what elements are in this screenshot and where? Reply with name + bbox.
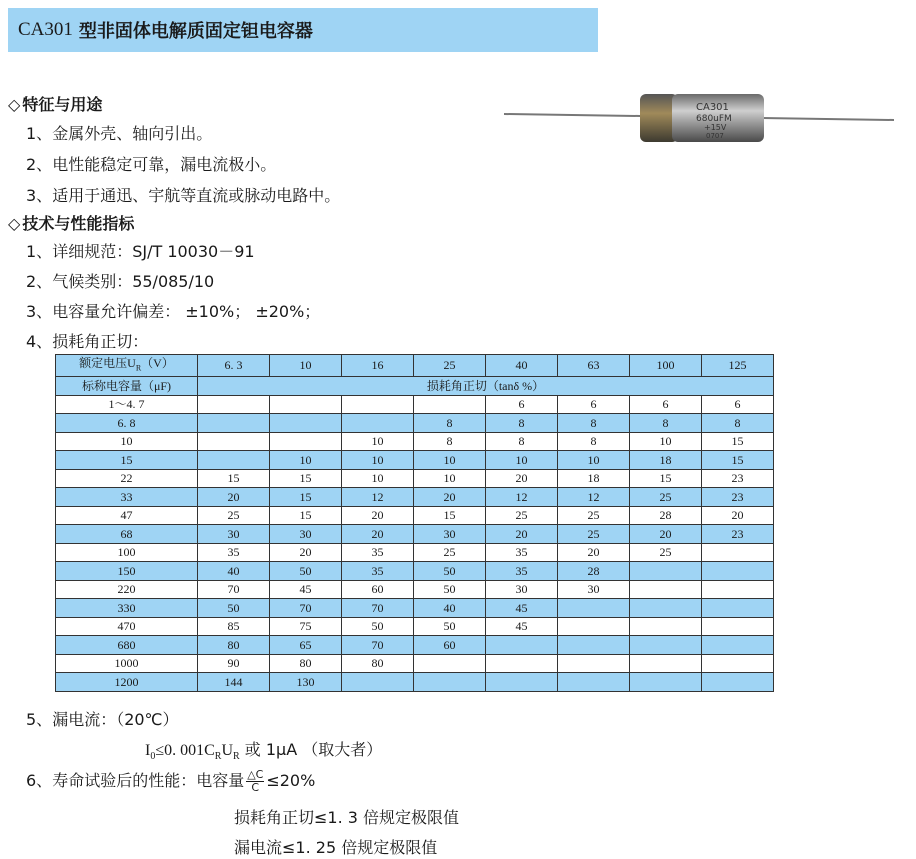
table-row: [56, 617, 774, 636]
table-row: [56, 525, 774, 544]
tan-delta-cell: 20: [630, 525, 702, 544]
tan-delta-cell: 6: [702, 395, 774, 414]
life-leakage-line: 漏电流≤1. 25 倍规定极限值: [234, 838, 438, 857]
tan-delta-cell: 10: [270, 451, 342, 470]
tan-delta-cell: 10: [558, 451, 630, 470]
tan-delta-cell: 20: [342, 525, 414, 544]
capacitor-photo: [500, 82, 900, 152]
tech-item-2: 2、气候类别：55/085/10: [26, 272, 215, 291]
capacitance-cell: 33: [56, 488, 198, 507]
tan-delta-cell: [198, 395, 270, 414]
feature-item-3: 3、适用于通迅、宇航等直流或脉动电路中。: [26, 186, 341, 205]
voltage-cell: 125: [702, 355, 774, 377]
tan-delta-cell: 20: [198, 488, 270, 507]
tan-delta-cell: [558, 654, 630, 673]
tan-delta-cell: 45: [486, 617, 558, 636]
tan-delta-cell: 15: [702, 451, 774, 470]
diamond-icon: ◇: [8, 95, 21, 114]
tan-delta-cell: [270, 395, 342, 414]
tan-delta-cell: 30: [558, 580, 630, 599]
voltage-header-label: 额定电压$U_R(V)$: [56, 355, 198, 377]
tan-delta-cell: 50: [414, 580, 486, 599]
tan-delta-cell: 15: [702, 432, 774, 451]
tan-delta-cell: [558, 599, 630, 618]
photo-label-date: 0707: [706, 132, 724, 140]
tan-delta-cell: 35: [198, 543, 270, 562]
table-row: [56, 543, 774, 562]
tan-delta-cell: 23: [702, 488, 774, 507]
tan-delta-cell: 15: [270, 488, 342, 507]
tan-delta-cell: 45: [486, 599, 558, 618]
diamond-icon: ◇: [8, 214, 21, 233]
voltage-cell: 40: [486, 355, 558, 377]
capacitance-cell: 1000: [56, 654, 198, 673]
tan-delta-cell: 8: [558, 432, 630, 451]
capacitance-cell: 470: [56, 617, 198, 636]
tan-delta-cell: [630, 599, 702, 618]
tan-delta-cell: 90: [198, 654, 270, 673]
table-row: [56, 451, 774, 470]
tan-delta-cell: [702, 654, 774, 673]
table-row: [56, 636, 774, 655]
tan-delta-cell: 23: [702, 525, 774, 544]
tan-delta-cell: 80: [198, 636, 270, 655]
tan-delta-cell: 12: [486, 488, 558, 507]
tan-delta-cell: [270, 414, 342, 433]
tan-delta-cell: 30: [486, 580, 558, 599]
capacitance-cell: 150: [56, 562, 198, 581]
capacitance-header-label: 标称电容量（μF): [56, 377, 198, 396]
tan-delta-table: [55, 354, 774, 692]
tan-delta-cell: [486, 654, 558, 673]
feature-item-2: 2、电性能稳定可靠，漏电流极小。: [26, 155, 277, 174]
tan-delta-cell: 25: [558, 525, 630, 544]
table-row: [56, 599, 774, 618]
capacitance-cell: 1～4. 7: [56, 395, 198, 414]
tan-delta-cell: 8: [630, 414, 702, 433]
tan-delta-cell: 20: [414, 488, 486, 507]
tan-delta-cell: 70: [342, 636, 414, 655]
tan-delta-cell: 35: [486, 543, 558, 562]
tan-delta-cell: [558, 636, 630, 655]
tan-delta-cell: 15: [630, 469, 702, 488]
features-heading: ◇ 特征与用途: [8, 95, 103, 114]
tan-delta-cell: 30: [270, 525, 342, 544]
tan-delta-cell: 8: [558, 414, 630, 433]
tan-delta-cell: [630, 654, 702, 673]
tan-delta-cell: 15: [414, 506, 486, 525]
tan-delta-cell: 20: [270, 543, 342, 562]
tan-delta-cell: [198, 414, 270, 433]
capacitance-cell: 1200: [56, 673, 198, 692]
tan-delta-cell: 12: [558, 488, 630, 507]
tan-delta-cell: 8: [486, 432, 558, 451]
tan-delta-cell: [414, 654, 486, 673]
table-row: [56, 414, 774, 433]
tan-delta-cell: 30: [198, 525, 270, 544]
tan-delta-cell: 10: [630, 432, 702, 451]
table-row: [56, 562, 774, 581]
tan-delta-cell: [702, 617, 774, 636]
tan-delta-cell: 25: [558, 506, 630, 525]
tan-delta-cell: 50: [414, 617, 486, 636]
capacitance-cell: 330: [56, 599, 198, 618]
voltage-cell: 100: [630, 355, 702, 377]
tan-delta-cell: 10: [342, 451, 414, 470]
table-row: [56, 673, 774, 692]
tan-delta-cell: 8: [486, 414, 558, 433]
photo-label-volt: +15V: [704, 123, 727, 132]
life-test-line: 6、寿命试验后的性能：电容量 $\frac{\triangle C}{C}$ ≤20%: [26, 768, 316, 794]
tan-delta-cell: [630, 562, 702, 581]
tan-delta-cell: 130: [270, 673, 342, 692]
capacitance-cell: 68: [56, 525, 198, 544]
tan-delta-cell: 35: [486, 562, 558, 581]
tan-delta-cell: 50: [198, 599, 270, 618]
title-bar: [8, 8, 598, 52]
tan-delta-cell: [702, 599, 774, 618]
voltage-cell: 10: [270, 355, 342, 377]
tan-delta-cell: [558, 617, 630, 636]
table-row: [56, 395, 774, 414]
tan-delta-cell: 50: [414, 562, 486, 581]
tan-delta-cell: 50: [270, 562, 342, 581]
leakage-formula: $I_0\le 0$. $001C_RU_R$ 或 1μA （取大者）: [145, 740, 383, 763]
tan-delta-cell: 25: [630, 488, 702, 507]
tan-delta-cell: 10: [414, 451, 486, 470]
tan-delta-cell: 20: [558, 543, 630, 562]
tan-delta-cell: 8: [702, 414, 774, 433]
tan-delta-cell: 65: [270, 636, 342, 655]
capacitance-cell: 6. 8: [56, 414, 198, 433]
tan-delta-cell: 85: [198, 617, 270, 636]
tan-delta-cell: [702, 673, 774, 692]
tan-delta-cell: 20: [702, 506, 774, 525]
tan-delta-cell: 80: [270, 654, 342, 673]
tan-delta-cell: 6: [630, 395, 702, 414]
tan-delta-cell: [342, 673, 414, 692]
tan-delta-cell: 75: [270, 617, 342, 636]
table-row: [56, 488, 774, 507]
tan-delta-cell: 25: [630, 543, 702, 562]
tech-item-1: 1、详细规范：SJ/T 10030－91: [26, 242, 255, 261]
capacitance-cell: 220: [56, 580, 198, 599]
tan-delta-cell: 12: [342, 488, 414, 507]
tan-delta-cell: [630, 673, 702, 692]
tan-delta-cell: 45: [270, 580, 342, 599]
table-subheader-row: [56, 377, 774, 396]
life-tan-delta-line: 损耗角正切≤1. 3 倍规定极限值: [234, 808, 460, 827]
title-code: CA301: [18, 19, 73, 40]
table-row: [56, 469, 774, 488]
tan-delta-cell: 18: [630, 451, 702, 470]
tan-delta-cell: 144: [198, 673, 270, 692]
tan-delta-cell: [702, 636, 774, 655]
tech-item-3: 3、电容量允许偏差： ±10%； ±20%；: [26, 302, 321, 321]
tan-delta-cell: [414, 395, 486, 414]
tan-delta-cell: 25: [414, 543, 486, 562]
tan-delta-cell: [342, 414, 414, 433]
tech-heading: ◇ 技术与性能指标: [8, 214, 135, 233]
tan-delta-cell: 15: [198, 469, 270, 488]
tan-delta-cell: 6: [486, 395, 558, 414]
tan-delta-cell: 70: [342, 599, 414, 618]
tan-delta-cell: 18: [558, 469, 630, 488]
tan-delta-cell: [702, 562, 774, 581]
tan-delta-cell: 60: [342, 580, 414, 599]
table-row: [56, 580, 774, 599]
tan-delta-cell: 40: [198, 562, 270, 581]
tan-delta-cell: 20: [486, 469, 558, 488]
table-row: [56, 506, 774, 525]
tan-delta-cell: 70: [198, 580, 270, 599]
capacitance-cell: 10: [56, 432, 198, 451]
tan-delta-cell: [414, 673, 486, 692]
tan-delta-cell: 35: [342, 543, 414, 562]
tan-delta-cell: 70: [270, 599, 342, 618]
photo-label-cap: 680uFM: [696, 114, 732, 124]
tan-delta-cell: [198, 432, 270, 451]
tan-delta-header: 损耗角正切（tanδ %）: [198, 377, 774, 396]
tan-delta-cell: 15: [270, 506, 342, 525]
tan-delta-cell: 25: [486, 506, 558, 525]
tan-delta-cell: [558, 673, 630, 692]
tan-delta-cell: [486, 636, 558, 655]
tan-delta-cell: [486, 673, 558, 692]
tan-delta-cell: 80: [342, 654, 414, 673]
delta-c-fraction: $\frac{\triangle C}{C}$: [247, 768, 264, 794]
tan-delta-cell: [270, 432, 342, 451]
tan-delta-cell: [702, 580, 774, 599]
page-title: 型非固体电解质固定钽电容器: [78, 21, 313, 42]
tan-delta-cell: 15: [270, 469, 342, 488]
tan-delta-cell: 25: [198, 506, 270, 525]
tan-delta-cell: 28: [558, 562, 630, 581]
capacitance-cell: 47: [56, 506, 198, 525]
tan-delta-cell: 10: [342, 432, 414, 451]
tan-delta-cell: [630, 636, 702, 655]
voltage-cell: 25: [414, 355, 486, 377]
tan-delta-cell: 50: [342, 617, 414, 636]
feature-item-1: 1、金属外壳、轴向引出。: [26, 124, 213, 143]
voltage-cell: 6. 3: [198, 355, 270, 377]
voltage-cell: 16: [342, 355, 414, 377]
capacitance-cell: 15: [56, 451, 198, 470]
tan-delta-cell: [198, 451, 270, 470]
tan-delta-cell: 35: [342, 562, 414, 581]
tan-delta-cell: 60: [414, 636, 486, 655]
tan-delta-cell: 8: [414, 414, 486, 433]
tan-delta-cell: [630, 580, 702, 599]
tan-delta-cell: [630, 617, 702, 636]
voltage-cell: 63: [558, 355, 630, 377]
tan-delta-cell: [702, 543, 774, 562]
table-row: [56, 654, 774, 673]
leakage-line: 5、漏电流：（20℃）: [26, 710, 179, 729]
tech-item-4: 4、损耗角正切：: [26, 332, 149, 351]
photo-label-model: CA301: [696, 102, 729, 113]
tan-delta-cell: 20: [486, 525, 558, 544]
tan-delta-cell: 30: [414, 525, 486, 544]
tan-delta-cell: 23: [702, 469, 774, 488]
capacitance-cell: 100: [56, 543, 198, 562]
tan-delta-cell: 28: [630, 506, 702, 525]
capacitance-cell: 22: [56, 469, 198, 488]
tan-delta-cell: 10: [342, 469, 414, 488]
tan-delta-cell: 10: [486, 451, 558, 470]
tan-delta-cell: 20: [342, 506, 414, 525]
table-row: [56, 432, 774, 451]
tan-delta-cell: 6: [558, 395, 630, 414]
tan-delta-cell: 8: [414, 432, 486, 451]
tan-delta-cell: 10: [414, 469, 486, 488]
tan-delta-cell: [342, 395, 414, 414]
tan-delta-cell: 40: [414, 599, 486, 618]
table-header-row: [56, 355, 774, 377]
capacitance-cell: 680: [56, 636, 198, 655]
